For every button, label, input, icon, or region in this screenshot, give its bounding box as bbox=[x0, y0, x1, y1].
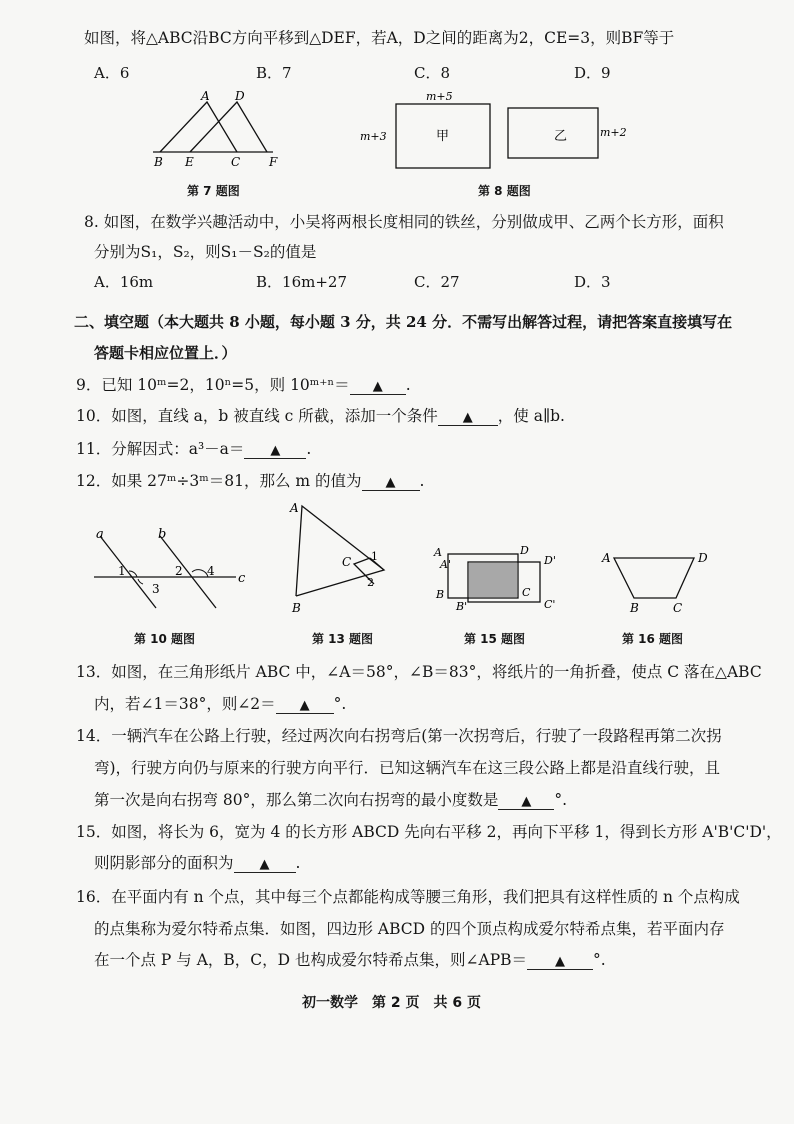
fig16-label-a: A bbox=[602, 551, 611, 565]
q16-line3 bbox=[94, 948, 606, 970]
fig10-angle-4: 4 bbox=[207, 564, 215, 578]
fig13-angle-2: 2 bbox=[367, 576, 374, 589]
fig7-label-f: F bbox=[269, 155, 278, 169]
q8-text-line1: 如图，在数学兴趣活动中，小吴将两根长度相同的铁丝，分别做成甲、乙两个长方形，面积 bbox=[103, 213, 724, 231]
fig10-label-b: b bbox=[158, 527, 167, 542]
q16-text: 在一个点 P 与 A，B，C，D 也构成爱尔特希点集，则∠APB＝ bbox=[94, 951, 528, 969]
fig8-left-label: m+3 bbox=[360, 130, 387, 143]
fig10-caption: 第 10 题图 bbox=[134, 632, 196, 646]
q12 bbox=[76, 469, 424, 491]
fig7-label-e: E bbox=[185, 155, 194, 169]
q12-text: 12．如果 27ᵐ÷3ᵐ＝81，那么 m 的值为 bbox=[76, 472, 362, 490]
q12-answer-blank[interactable]: ▲ bbox=[362, 475, 420, 491]
fig15-label-d-prime: D' bbox=[544, 554, 556, 567]
q13-text: 内，若∠1＝38°，则∠2＝ bbox=[94, 695, 276, 713]
q7-option-d: D．9 bbox=[574, 64, 611, 82]
q15-text: 则阴影部分的面积为 bbox=[94, 854, 234, 872]
q14-end: °. bbox=[554, 791, 568, 809]
q13-end: °. bbox=[333, 695, 347, 713]
fig7-triangles bbox=[145, 90, 295, 170]
fig13-label-a: A bbox=[290, 501, 299, 515]
fig10-parallel-lines bbox=[90, 524, 260, 610]
q14-text: 第一次是向右拐弯 80°，那么第二次向右拐弯的最小度数是 bbox=[94, 791, 499, 809]
fig15-label-d: D bbox=[520, 544, 529, 557]
q10-text: 10．如图，直线 a，b 被直线 c 所截，添加一个条件 bbox=[76, 407, 438, 425]
section2-heading-line2: 答题卡相应位置上．） bbox=[94, 344, 237, 362]
fig7-caption: 第 7 题图 bbox=[187, 184, 240, 198]
q12-end: . bbox=[419, 472, 425, 490]
q8-option-d: D．3 bbox=[574, 273, 611, 291]
q16-line1: 16．在平面内有 n 个点，其中每三个点都能构成等腰三角形，我们把具有这样性质的 n 个点构成 bbox=[76, 888, 740, 906]
q9-text: 9．已知 10ᵐ=2，10ⁿ=5，则 10ᵐ⁺ⁿ＝ bbox=[76, 376, 350, 394]
fig10-angle-3: 3 bbox=[152, 582, 160, 596]
fig7-label-c: C bbox=[231, 155, 241, 169]
q15-answer-blank[interactable]: ▲ bbox=[234, 857, 296, 873]
fig16-caption: 第 16 题图 bbox=[622, 632, 684, 646]
fig13-angle-1: 1 bbox=[371, 550, 378, 563]
fig16-label-c: C bbox=[673, 601, 683, 614]
q8-number: 8. bbox=[84, 213, 99, 231]
fig8-jia-label: 甲 bbox=[436, 129, 450, 144]
q15-line2 bbox=[94, 851, 300, 873]
q9 bbox=[76, 373, 411, 395]
fig16-trapezoid bbox=[600, 544, 720, 614]
rect-yi bbox=[508, 108, 598, 158]
triangle-abc bbox=[160, 102, 237, 152]
fig15-label-b-prime: B' bbox=[456, 600, 468, 613]
q8-option-a: A．16m bbox=[94, 273, 154, 291]
fig7-label-a: A bbox=[201, 90, 210, 103]
shaded-overlap bbox=[469, 563, 517, 597]
q10 bbox=[76, 404, 565, 426]
fig10-label-c: c bbox=[238, 571, 246, 586]
q9-answer-blank[interactable]: ▲ bbox=[350, 379, 406, 395]
fig7-label-b: B bbox=[154, 155, 163, 169]
q11 bbox=[76, 437, 311, 459]
q15-line1: 15．如图，将长为 6，宽为 4 的长方形 ABCD 先向右平移 2，再向下平移 1，得到长方形 A'B'C'D'， bbox=[76, 823, 782, 841]
q9-end: . bbox=[405, 376, 411, 394]
page-footer: 初一数学 第 2 页 共 6 页 bbox=[302, 995, 481, 1011]
q14-line2: 弯)，行驶方向仍与原来的行驶方向平行．已知这辆汽车在这三段公路上都是沿直线行驶，且 bbox=[94, 759, 721, 777]
fig8-rectangles bbox=[360, 88, 640, 176]
q14-answer-blank[interactable]: ▲ bbox=[498, 794, 554, 810]
q15-end: . bbox=[295, 854, 301, 872]
q16-answer-blank[interactable]: ▲ bbox=[527, 954, 593, 970]
fig13-caption: 第 13 题图 bbox=[312, 632, 374, 646]
fig8-yi-label: 乙 bbox=[554, 129, 568, 144]
q7-option-c: C．8 bbox=[414, 64, 451, 82]
q14-line3 bbox=[94, 788, 567, 810]
q13-line2 bbox=[94, 692, 346, 714]
fig13-folded-triangle bbox=[288, 498, 418, 618]
q8-option-c: C．27 bbox=[414, 273, 460, 291]
line-a bbox=[100, 536, 156, 608]
q11-end: . bbox=[306, 440, 312, 458]
q8-line1 bbox=[84, 210, 724, 232]
q11-text: 11．分解因式：a³－a＝ bbox=[76, 440, 245, 458]
q10-end: ，使 a∥b. bbox=[497, 407, 565, 425]
q16-line2: 的点集称为爱尔特希点集．如图，四边形 ABCD 的四个顶点构成爱尔特希点集，若平面内存 bbox=[94, 920, 725, 938]
triangle-def bbox=[190, 102, 267, 152]
fig13-label-b: B bbox=[292, 601, 301, 615]
fig16-label-d: D bbox=[698, 551, 708, 565]
q7-option-b: B．7 bbox=[256, 64, 292, 82]
q14-line1: 14．一辆汽车在公路上行驶，经过两次向右拐弯后(第一次拐弯后，行驶了一段路程再第二次拐 bbox=[76, 727, 722, 745]
fig15-label-b: B bbox=[436, 588, 445, 601]
q7-option-a: A．6 bbox=[94, 64, 130, 82]
trapezoid-abcd bbox=[614, 558, 694, 598]
fig10-label-a: a bbox=[96, 527, 104, 542]
fig8-top-label: m+5 bbox=[426, 90, 453, 103]
fig16-label-b: B bbox=[630, 601, 639, 614]
q8-option-b: B．16m+27 bbox=[256, 273, 347, 291]
fig15-label-a: A bbox=[434, 546, 442, 559]
q16-end: °. bbox=[593, 951, 606, 969]
q10-answer-blank[interactable]: ▲ bbox=[438, 410, 498, 426]
section2-heading: 二、填空题（本大题共 8 小题，每小题 3 分，共 24 分．不需写出解答过程，请把答案直接填写在 bbox=[74, 313, 733, 331]
q8-line2: 分别为S₁，S₂，则S₁－S₂的值是 bbox=[94, 243, 317, 261]
fig10-angle-1: 1 bbox=[118, 564, 126, 578]
fig13-label-c: C bbox=[342, 555, 352, 569]
fig10-angle-2: 2 bbox=[175, 564, 183, 578]
fig8-right-label: m+2 bbox=[600, 126, 627, 139]
q7-text: 如图，将△ABC沿BC方向平移到△DEF，若A，D之间的距离为2，CE=3，则BF等于 bbox=[84, 29, 675, 47]
fig15-label-a-prime: A' bbox=[440, 558, 451, 571]
q13-line1: 13．如图，在三角形纸片 ABC 中，∠A＝58°，∠B＝83°，将纸片的一角折叠，使点 C 落在△ABC bbox=[76, 663, 762, 681]
q11-answer-blank[interactable]: ▲ bbox=[244, 443, 306, 459]
q13-answer-blank[interactable]: ▲ bbox=[276, 698, 334, 714]
fig15-caption: 第 15 题图 bbox=[464, 632, 526, 646]
fig15-translated-rectangles bbox=[432, 538, 568, 614]
fig8-caption: 第 8 题图 bbox=[478, 184, 531, 198]
fig15-label-c: C bbox=[522, 586, 531, 599]
fig15-label-c-prime: C' bbox=[544, 598, 556, 611]
fig7-label-d: D bbox=[235, 90, 245, 103]
